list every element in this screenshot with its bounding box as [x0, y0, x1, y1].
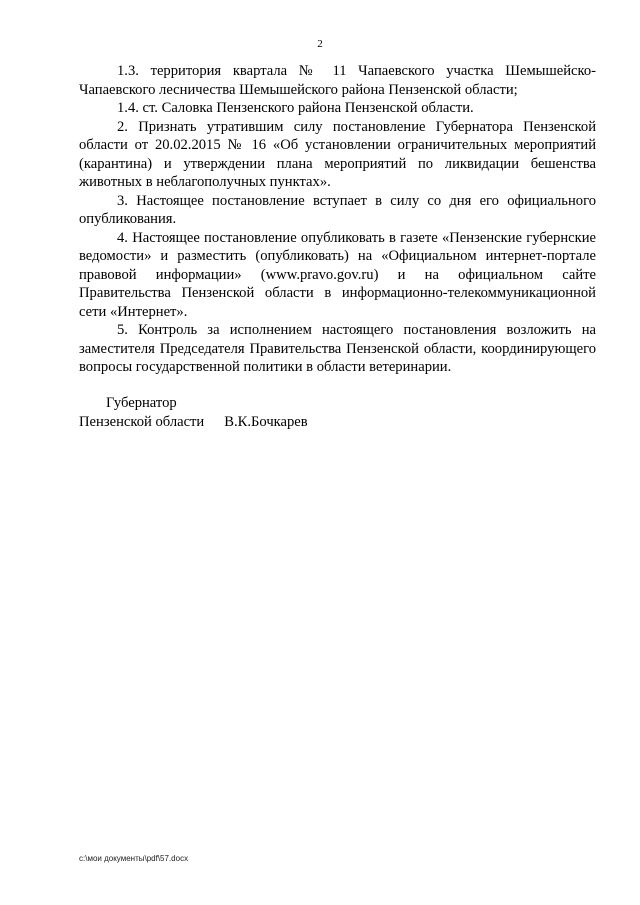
- paragraph-2: 2. Признать утратившим силу постановление Губернатора Пензенской области от 20.02.2015 № 16 «Об установлении ограничительных мероприятий (карантина) и утверждении плана мероприятий по ликвидации бешенства животных в неблагополучных пунктах».: [79, 118, 596, 190]
- signatory-name: В.К.Бочкарев: [224, 414, 308, 430]
- footer-file-path: c:\мои документы\pdf\57.docx: [79, 854, 189, 863]
- paragraph-1-3: 1.3. территория квартала № 11 Чапаевского участка Шемышейско-Чапаевского лесничества Шемышейского района Пензенской области;: [79, 63, 596, 98]
- paragraph-3: 3. Настоящее постановление вступает в силу со дня его официального опубликования.: [79, 192, 596, 227]
- signature-block: [79, 394, 308, 432]
- paragraph-1-4: 1.4. ст. Саловка Пензенского района Пензенской области.: [117, 100, 474, 116]
- signatory-row: [79, 413, 308, 432]
- document-body: [79, 62, 596, 377]
- signatory-region: Пензенской области: [79, 414, 205, 430]
- signatory-title: Губернатор: [106, 395, 177, 411]
- page-number: 2: [317, 38, 323, 50]
- paragraph-4: 4. Настоящее постановление опубликовать в газете «Пензенские губернские ведомости» и разместить (опубликовать) на «Официальном интернет-портале правовой информации» (www.pravo.gov.ru) и на официальном сайте Правительства Пензенской области в информационно-телекоммуникационной сети «Интернет».: [79, 229, 596, 320]
- paragraph-5: 5. Контроль за исполнением настоящего постановления возложить на заместителя Председателя Правительства Пензенской области, координирующего вопросы государственной политики в области ветеринарии.: [79, 322, 596, 375]
